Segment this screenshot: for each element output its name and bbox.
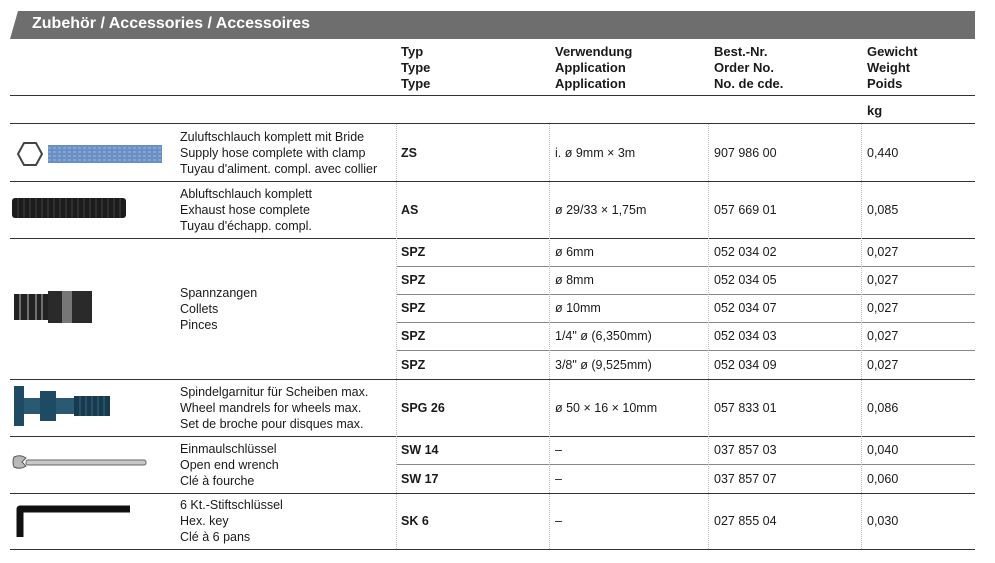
cell-application: – [555, 471, 562, 486]
cell-type: SPG 26 [401, 400, 445, 415]
description-line: Clé à 6 pans [180, 530, 251, 544]
cell-application: ø 29/33 × 1,75m [555, 202, 647, 217]
description-line: Clé à fourche [180, 473, 255, 488]
group-divider [10, 238, 975, 239]
description-line: Spannzangen [180, 285, 258, 300]
page-title: Zubehör / Accessories / Accessoires [32, 15, 311, 32]
cell-application: i. ø 9mm × 3m [555, 145, 636, 160]
description-line: Open end wrench [180, 457, 279, 472]
description-line: Tuyau d'échapp. compl. [180, 218, 312, 233]
header-order-de: Best.-Nr. [714, 44, 768, 59]
header-type-fr: Type [401, 76, 431, 91]
cell-application: – [555, 443, 562, 457]
column-separator [861, 124, 862, 549]
row-divider [396, 350, 975, 351]
cell-order: 907 986 00 [714, 145, 777, 160]
item-description [180, 441, 279, 489]
description-line: Pinces [180, 317, 218, 332]
column-separator [549, 124, 550, 549]
description-line: Hex. key [180, 514, 229, 528]
cell-application: – [555, 514, 562, 528]
row-divider [396, 294, 975, 295]
header-rule [10, 95, 975, 96]
cell-type: SPZ [401, 357, 426, 372]
cell-order: 037 857 03 [714, 443, 777, 457]
title-bar-corner [10, 11, 18, 39]
item-description [180, 497, 283, 545]
description-line: Abluftschlauch komplett [180, 186, 313, 201]
cell-weight: 0,027 [867, 273, 899, 287]
description-line: 6 Kt.-Stiftschlüssel [180, 498, 283, 512]
header-application-en: Application [555, 60, 626, 75]
cell-weight: 0,040 [867, 443, 899, 457]
cell-type: SW 17 [401, 471, 439, 486]
cell-type: SPZ [401, 301, 426, 315]
header-application-fr: Application [555, 76, 626, 91]
unit-rule [10, 123, 975, 124]
cell-weight: 0,027 [867, 245, 899, 259]
exhaust-hose-icon [10, 194, 130, 224]
header-weight-de: Gewicht [867, 44, 918, 59]
header-type [401, 44, 430, 92]
cell-type: SPZ [401, 273, 426, 287]
cell-type: AS [401, 202, 419, 217]
row-divider [396, 322, 975, 323]
cell-order: 037 857 07 [714, 471, 777, 486]
cell-type: SPZ [401, 245, 426, 259]
header-type-de: Typ [401, 44, 424, 59]
cell-application: ø 8mm [555, 273, 594, 287]
cell-order: 052 034 03 [714, 329, 777, 343]
cell-weight: 0,030 [867, 514, 899, 528]
cell-weight: 0,027 [867, 329, 899, 343]
header-weight-en: Weight [867, 60, 911, 75]
description-line: Zuluftschlauch komplett mit Bride [180, 129, 365, 144]
item-description [180, 384, 368, 432]
cell-weight: 0,027 [867, 357, 899, 372]
description-line: Collets [180, 301, 219, 316]
header-order-fr: No. de cde. [714, 76, 784, 91]
description-line: Einmaulschlüssel [180, 441, 277, 456]
header-application-de: Verwendung [555, 44, 633, 59]
cell-order: 052 034 05 [714, 273, 777, 287]
group-divider [10, 436, 975, 437]
header-application [555, 44, 632, 92]
cell-type: SW 14 [401, 443, 439, 457]
title-bar [10, 11, 975, 39]
cell-order: 027 855 04 [714, 514, 777, 528]
row-divider [396, 266, 975, 267]
group-divider [10, 181, 975, 182]
open-end-wrench-icon [10, 452, 150, 474]
header-order-en: Order No. [714, 60, 774, 75]
cell-application: 1/4" ø (6,350mm) [555, 329, 652, 343]
group-divider [10, 493, 975, 494]
column-separator [708, 124, 709, 549]
cell-weight: 0,440 [867, 145, 899, 160]
weight-unit: kg [867, 103, 883, 118]
cell-order: 057 669 01 [714, 202, 777, 217]
wheel-mandrel-icon [10, 383, 115, 429]
item-description [180, 285, 257, 333]
item-description [180, 129, 377, 177]
description-line: Tuyau d'aliment. compl. avec collier [180, 161, 378, 176]
column-separator [396, 124, 397, 549]
header-type-en: Type [401, 60, 431, 75]
cell-order: 052 034 07 [714, 301, 777, 315]
cell-application: ø 10mm [555, 301, 601, 315]
row-divider [396, 464, 975, 465]
cell-order: 057 833 01 [714, 400, 777, 415]
cell-weight: 0,086 [867, 400, 899, 415]
cell-weight: 0,027 [867, 301, 899, 315]
cell-type: SPZ [401, 329, 426, 343]
description-line: Wheel mandrels for wheels max. [180, 400, 362, 415]
collet-icon [12, 288, 97, 326]
hex-key-icon [10, 503, 135, 541]
header-weight-fr: Poids [867, 76, 903, 91]
cell-weight: 0,085 [867, 202, 899, 217]
cell-type: ZS [401, 145, 417, 160]
description-line: Spindelgarnitur für Scheiben max. [180, 384, 369, 399]
cell-order: 052 034 09 [714, 357, 777, 372]
cell-weight: 0,060 [867, 471, 899, 486]
cell-application: ø 50 × 16 × 10mm [555, 400, 658, 415]
item-description [180, 186, 312, 234]
header-weight [867, 44, 918, 92]
description-line: Supply hose complete with clamp [180, 145, 366, 160]
hose-icon [10, 134, 165, 174]
cell-application: 3/8" ø (9,525mm) [555, 357, 652, 372]
cell-type: SK 6 [401, 514, 429, 528]
group-divider [10, 549, 975, 550]
description-line: Exhaust hose complete [180, 202, 310, 217]
group-divider [10, 379, 975, 380]
cell-order: 052 034 02 [714, 245, 777, 259]
header-order-no [714, 44, 783, 92]
description-line: Set de broche pour disques max. [180, 416, 364, 431]
cell-application: ø 6mm [555, 245, 594, 259]
